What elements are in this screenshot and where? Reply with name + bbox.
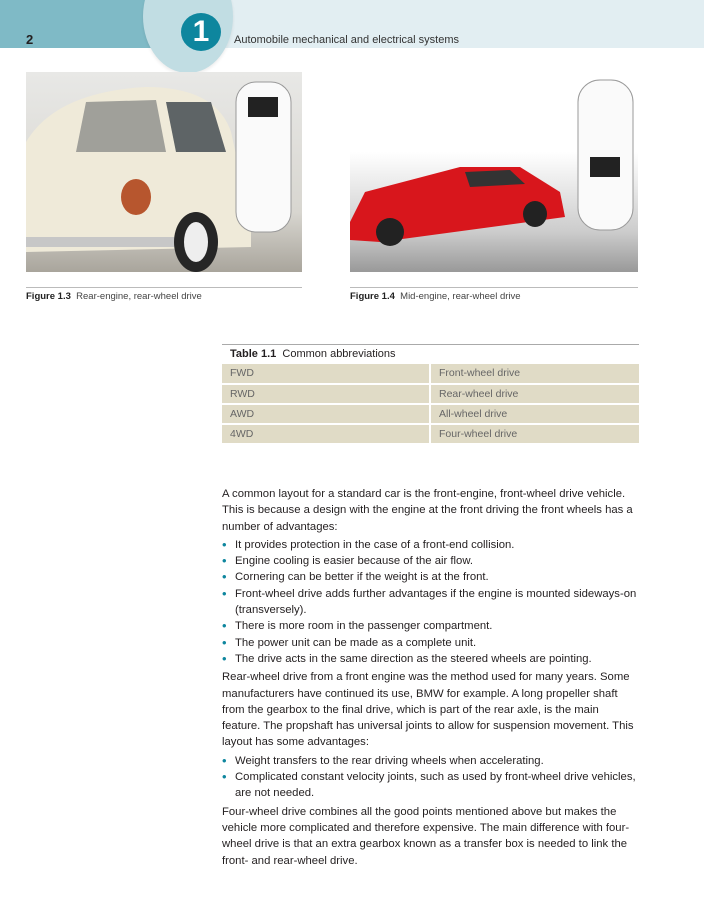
table-row xyxy=(222,384,639,404)
table-row xyxy=(222,404,639,424)
table-cell: RWD xyxy=(222,384,430,404)
figure-label: Figure 1.4 xyxy=(350,291,395,302)
table-row xyxy=(222,424,639,444)
list-item: • Engine cooling is easier because of the air flow. xyxy=(222,553,640,569)
table-cell: AWD xyxy=(222,404,430,424)
figure-label: Figure 1.3 xyxy=(26,291,71,302)
table-cell: All-wheel drive xyxy=(430,404,639,424)
list-item: • Cornering can be better if the weight is at the front. xyxy=(222,569,640,585)
paragraph: Four-wheel drive combines all the good points mentioned above but makes the vehicle more complicated and therefore expensive. The main difference with four-wheel drive is that an extra gearbox known as a transfer box is needed to link the front- and rear-wheel drive. xyxy=(222,805,630,867)
figure-1-3-caption xyxy=(26,287,302,302)
running-title: Automobile mechanical and electrical systems xyxy=(234,34,459,46)
list-item: • The power unit can be made as a complete unit. xyxy=(222,635,640,651)
caption-text: Rear-engine, rear-wheel drive xyxy=(76,291,202,302)
paragraph: Rear-wheel drive from a front engine was the method used for many years. Some manufacturers have continued its use, BMW for example. A long propeller shaft from the gearbox to the final drive, which is part of the rear axle, is the main feature. The propshaft has universal joints to allow for suspension movement. This layout has some advantages: xyxy=(222,671,634,749)
list-item: • The drive acts in the same direction as the steered wheels are pointing. xyxy=(222,651,640,667)
advantages-list-rear xyxy=(222,753,640,802)
figure-1-4-caption xyxy=(350,287,638,302)
table-cell: Rear-wheel drive xyxy=(430,384,639,404)
list-item: • It provides protection in the case of a front-end collision. xyxy=(222,537,640,553)
table-cell: Front-wheel drive xyxy=(430,364,639,384)
paragraph: A common layout for a standard car is the front-engine, front-wheel drive vehicle. This is because a design with the engine at the front driving the front wheels has a number of advantages: xyxy=(222,488,633,533)
list-item: • Complicated constant velocity joints, such as used by front-wheel drive vehicles, are not needed. xyxy=(222,769,640,802)
table-row xyxy=(222,364,639,384)
figure-1-3-image xyxy=(26,72,302,272)
abbreviations-table xyxy=(222,344,639,445)
list-item: • Front-wheel drive adds further advantages if the engine is mounted sideways-on (transversely). xyxy=(222,586,640,619)
beetle-car-photo xyxy=(26,72,302,272)
figure-1-4-image xyxy=(350,72,638,272)
table-label: Table 1.1 xyxy=(230,348,277,361)
table-cell: FWD xyxy=(222,364,430,384)
chapter-badge: 1 xyxy=(181,13,221,51)
table-cell: 4WD xyxy=(222,424,430,444)
ferrari-car-photo xyxy=(350,72,638,272)
table-title: Common abbreviations xyxy=(282,348,396,361)
list-item: • There is more room in the passenger compartment. xyxy=(222,618,640,634)
page-number: 2 xyxy=(26,32,34,47)
caption-text: Mid-engine, rear-wheel drive xyxy=(400,291,521,302)
table-cell: Four-wheel drive xyxy=(430,424,639,444)
table-caption xyxy=(222,345,639,364)
list-item: • Weight transfers to the rear driving wheels when accelerating. xyxy=(222,753,640,769)
advantages-list-front xyxy=(222,537,640,667)
body-text xyxy=(222,486,640,871)
